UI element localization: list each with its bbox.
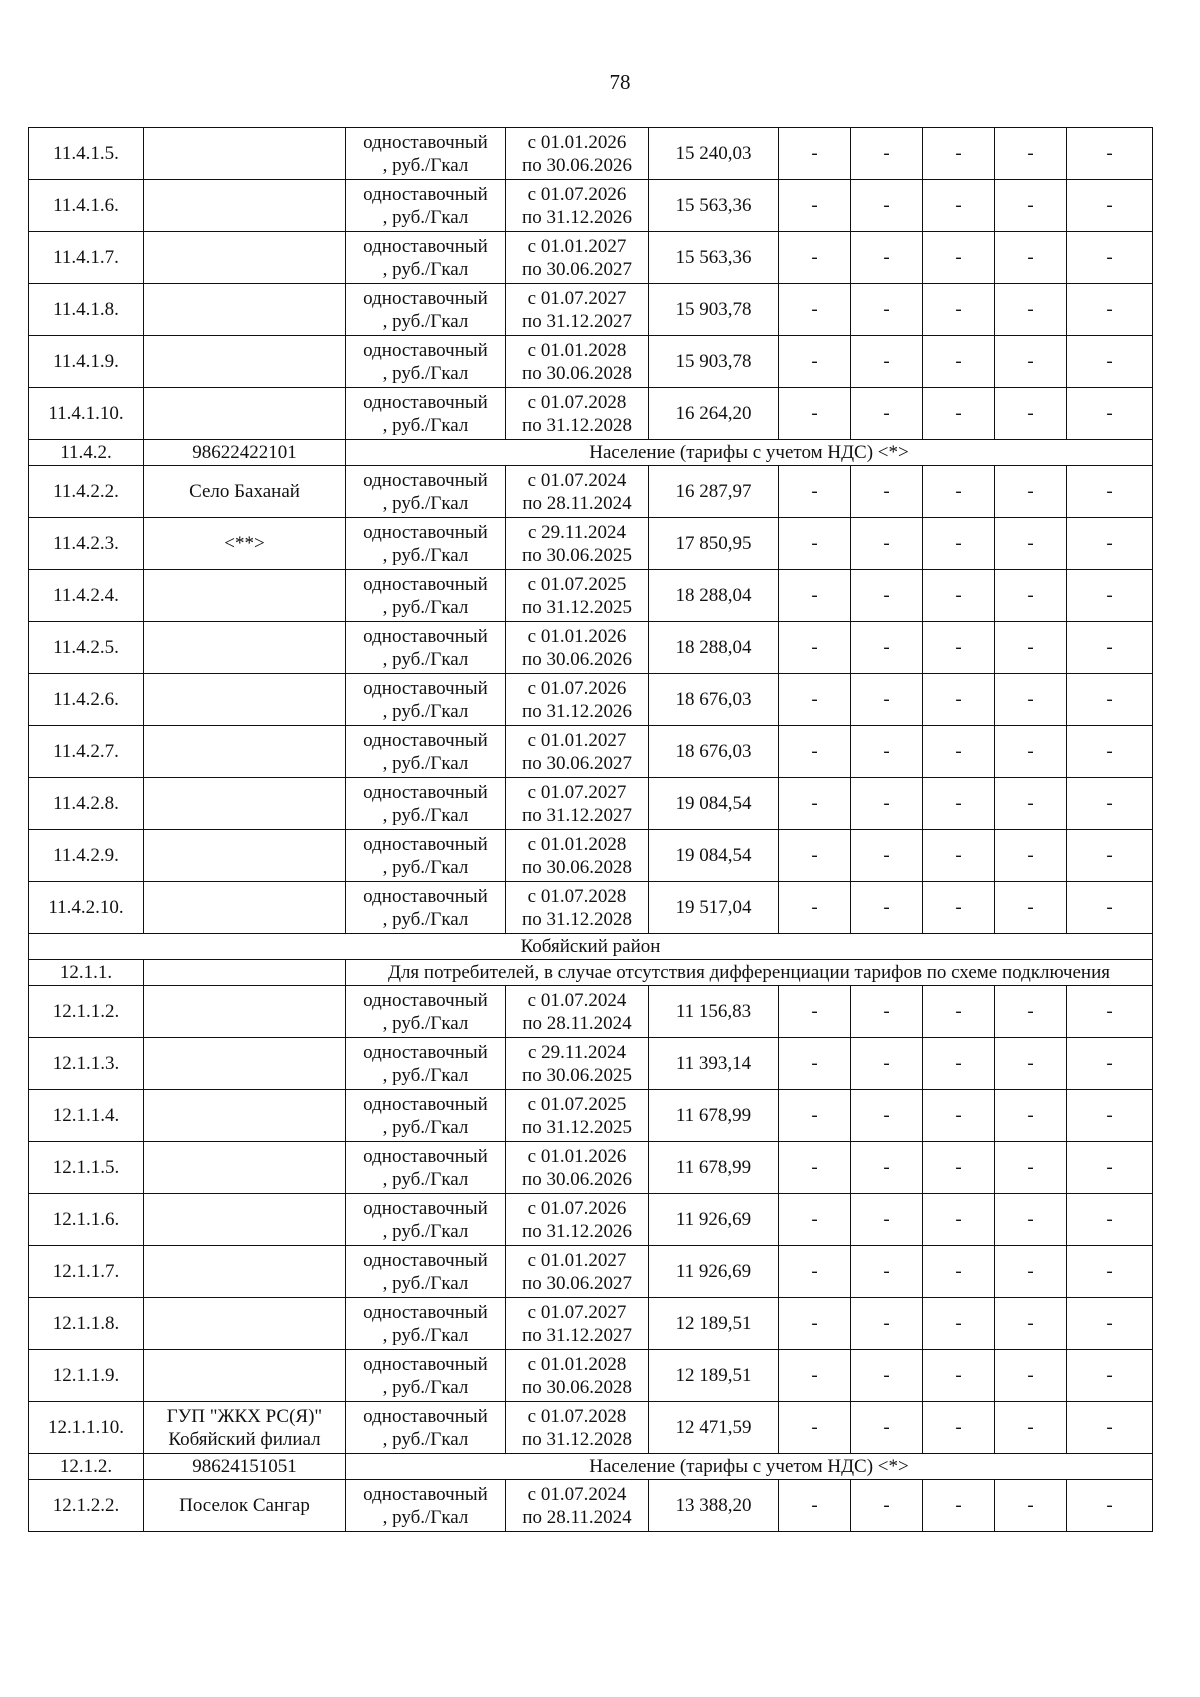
row-number: 11.4.2.2. [29,466,144,518]
empty-value-3: - [923,726,995,778]
empty-value-4: - [995,1194,1067,1246]
group-row [29,1454,1153,1480]
empty-value-5: - [1067,1350,1153,1402]
empty-value-1: - [779,284,851,336]
empty-value-3: - [923,622,995,674]
empty-value-3: - [923,1142,995,1194]
tariff-period: с 29.11.2024 по 30.06.2025 [506,1038,649,1090]
table-row [29,336,1153,388]
tariff-period: с 01.07.2027 по 31.12.2027 [506,778,649,830]
tariff-period: с 01.07.2024 по 28.11.2024 [506,466,649,518]
empty-value-4: - [995,1038,1067,1090]
empty-value-1: - [779,1298,851,1350]
empty-value-5: - [1067,1298,1153,1350]
empty-value-3: - [923,1480,995,1532]
empty-value-2: - [851,1480,923,1532]
empty-value-4: - [995,1142,1067,1194]
tariff-value: 15 240,03 [649,128,779,180]
empty-value-4: - [995,1090,1067,1142]
tariff-type: одноставочный , руб./Гкал [346,726,506,778]
table-row [29,726,1153,778]
empty-value-5: - [1067,1402,1153,1454]
row-number: 11.4.2.8. [29,778,144,830]
empty-value-3: - [923,128,995,180]
org-cell [144,986,346,1038]
org-cell [144,1038,346,1090]
tariff-period: с 01.01.2027 по 30.06.2027 [506,1246,649,1298]
tariff-type: одноставочный , руб./Гкал [346,518,506,570]
row-number: 12.1.1.5. [29,1142,144,1194]
tariff-period: с 01.01.2028 по 30.06.2028 [506,336,649,388]
row-number: 11.4.2.4. [29,570,144,622]
empty-value-2: - [851,284,923,336]
org-cell [144,1298,346,1350]
tariff-table [28,127,1153,1532]
tariff-value: 12 471,59 [649,1402,779,1454]
org-cell [144,726,346,778]
empty-value-3: - [923,674,995,726]
section-row [29,934,1153,960]
empty-value-3: - [923,570,995,622]
empty-value-1: - [779,336,851,388]
table-row [29,830,1153,882]
tariff-value: 19 084,54 [649,830,779,882]
empty-value-2: - [851,726,923,778]
tariff-period: с 01.01.2026 по 30.06.2026 [506,128,649,180]
row-number: 12.1.2.2. [29,1480,144,1532]
row-number: 12.1.1.8. [29,1298,144,1350]
row-number: 12.1.1.2. [29,986,144,1038]
empty-value-4: - [995,986,1067,1038]
empty-value-2: - [851,830,923,882]
empty-value-1: - [779,622,851,674]
empty-value-5: - [1067,466,1153,518]
empty-value-3: - [923,778,995,830]
row-number: 11.4.1.10. [29,388,144,440]
tariff-value: 11 678,99 [649,1142,779,1194]
table-row [29,284,1153,336]
tariff-value: 17 850,95 [649,518,779,570]
empty-value-2: - [851,466,923,518]
tariff-type: одноставочный , руб./Гкал [346,1038,506,1090]
tariff-value: 16 287,97 [649,466,779,518]
row-number: 11.4.1.5. [29,128,144,180]
table-row [29,1480,1153,1532]
empty-value-2: - [851,1142,923,1194]
org-cell [144,284,346,336]
tariff-type: одноставочный , руб./Гкал [346,674,506,726]
org-cell: Поселок Сангар [144,1480,346,1532]
empty-value-1: - [779,726,851,778]
empty-value-1: - [779,1090,851,1142]
org-cell [144,882,346,934]
empty-value-2: - [851,778,923,830]
empty-value-2: - [851,1038,923,1090]
empty-value-1: - [779,518,851,570]
empty-value-3: - [923,1246,995,1298]
table-row [29,1142,1153,1194]
empty-value-5: - [1067,882,1153,934]
row-number: 11.4.1.7. [29,232,144,284]
empty-value-1: - [779,1246,851,1298]
empty-value-5: - [1067,284,1153,336]
tariff-value: 12 189,51 [649,1350,779,1402]
table-row [29,1246,1153,1298]
table-row [29,622,1153,674]
empty-value-5: - [1067,518,1153,570]
tariff-type: одноставочный , руб./Гкал [346,1246,506,1298]
tariff-type: одноставочный , руб./Гкал [346,336,506,388]
empty-value-3: - [923,518,995,570]
tariff-period: с 01.07.2028 по 31.12.2028 [506,1402,649,1454]
org-cell [144,1246,346,1298]
tariff-period: с 01.07.2025 по 31.12.2025 [506,1090,649,1142]
org-cell [144,1090,346,1142]
org-cell [144,128,346,180]
tariff-type: одноставочный , руб./Гкал [346,1142,506,1194]
empty-value-5: - [1067,726,1153,778]
org-cell [144,570,346,622]
row-number: 11.4.2.9. [29,830,144,882]
org-cell [144,232,346,284]
empty-value-4: - [995,570,1067,622]
empty-value-4: - [995,726,1067,778]
empty-value-4: - [995,284,1067,336]
empty-value-1: - [779,986,851,1038]
empty-value-5: - [1067,388,1153,440]
tariff-period: с 29.11.2024 по 30.06.2025 [506,518,649,570]
empty-value-4: - [995,1298,1067,1350]
table-row [29,1038,1153,1090]
tariff-period: с 01.07.2026 по 31.12.2026 [506,674,649,726]
empty-value-2: - [851,674,923,726]
tariff-value: 18 288,04 [649,570,779,622]
tariff-period: с 01.07.2028 по 31.12.2028 [506,882,649,934]
org-cell: Село Баханай [144,466,346,518]
empty-value-1: - [779,570,851,622]
row-number: 12.1.1.4. [29,1090,144,1142]
tariff-period: с 01.01.2026 по 30.06.2026 [506,622,649,674]
empty-value-5: - [1067,1038,1153,1090]
tariff-value: 12 189,51 [649,1298,779,1350]
empty-value-2: - [851,336,923,388]
org-cell: 98622422101 [144,440,346,466]
row-number: 11.4.2.5. [29,622,144,674]
empty-value-2: - [851,1246,923,1298]
tariff-period: с 01.07.2026 по 31.12.2026 [506,1194,649,1246]
tariff-type: одноставочный , руб./Гкал [346,466,506,518]
empty-value-5: - [1067,1090,1153,1142]
org-cell [144,180,346,232]
empty-value-3: - [923,284,995,336]
tariff-type: одноставочный , руб./Гкал [346,232,506,284]
tariff-value: 16 264,20 [649,388,779,440]
empty-value-2: - [851,986,923,1038]
tariff-value: 15 903,78 [649,284,779,336]
empty-value-4: - [995,180,1067,232]
empty-value-5: - [1067,622,1153,674]
row-number: 11.4.2. [29,440,144,466]
empty-value-5: - [1067,1142,1153,1194]
section-title: Кобяйский район [29,934,1153,960]
empty-value-2: - [851,570,923,622]
empty-value-1: - [779,1194,851,1246]
group-row [29,960,1153,986]
empty-value-5: - [1067,128,1153,180]
empty-value-4: - [995,830,1067,882]
empty-value-1: - [779,674,851,726]
tariff-period: с 01.01.2026 по 30.06.2026 [506,1142,649,1194]
row-number: 11.4.2.7. [29,726,144,778]
tariff-type: одноставочный , руб./Гкал [346,778,506,830]
empty-value-1: - [779,830,851,882]
tariff-type: одноставочный , руб./Гкал [346,830,506,882]
tariff-period: с 01.07.2025 по 31.12.2025 [506,570,649,622]
empty-value-2: - [851,232,923,284]
row-number: 12.1.1.9. [29,1350,144,1402]
empty-value-1: - [779,1142,851,1194]
tariff-value: 19 517,04 [649,882,779,934]
tariff-type: одноставочный , руб./Гкал [346,284,506,336]
row-number: 11.4.2.3. [29,518,144,570]
tariff-type: одноставочный , руб./Гкал [346,1350,506,1402]
row-number: 12.1.1. [29,960,144,986]
empty-value-5: - [1067,674,1153,726]
empty-value-4: - [995,1350,1067,1402]
empty-value-3: - [923,830,995,882]
page-number: 78 [609,70,631,94]
empty-value-3: - [923,882,995,934]
row-number: 12.1.1.6. [29,1194,144,1246]
empty-value-2: - [851,1194,923,1246]
table-row [29,1298,1153,1350]
tariff-period: с 01.01.2027 по 30.06.2027 [506,232,649,284]
org-cell [144,1142,346,1194]
group-title: Для потребителей, в случае отсутствия дифференциации тарифов по схеме подключения [346,960,1153,986]
empty-value-4: - [995,128,1067,180]
tariff-period: с 01.07.2024 по 28.11.2024 [506,1480,649,1532]
empty-value-5: - [1067,180,1153,232]
empty-value-1: - [779,882,851,934]
table-row [29,882,1153,934]
empty-value-1: - [779,180,851,232]
empty-value-3: - [923,1038,995,1090]
tariff-period: с 01.01.2028 по 30.06.2028 [506,830,649,882]
empty-value-1: - [779,1350,851,1402]
empty-value-1: - [779,778,851,830]
org-cell: ГУП "ЖКХ РС(Я)" Кобяйский филиал [144,1402,346,1454]
table-row [29,128,1153,180]
empty-value-4: - [995,1480,1067,1532]
tariff-value: 11 926,69 [649,1194,779,1246]
empty-value-3: - [923,986,995,1038]
tariff-period: с 01.07.2027 по 31.12.2027 [506,1298,649,1350]
row-number: 11.4.1.9. [29,336,144,388]
empty-value-5: - [1067,570,1153,622]
empty-value-3: - [923,232,995,284]
empty-value-4: - [995,882,1067,934]
org-cell [144,674,346,726]
empty-value-1: - [779,1480,851,1532]
tariff-value: 11 678,99 [649,1090,779,1142]
row-number: 12.1.2. [29,1454,144,1480]
tariff-type: одноставочный , руб./Гкал [346,1480,506,1532]
empty-value-3: - [923,1402,995,1454]
table-row [29,1194,1153,1246]
tariff-type: одноставочный , руб./Гкал [346,1402,506,1454]
empty-value-2: - [851,518,923,570]
row-number: 11.4.2.6. [29,674,144,726]
org-cell [144,336,346,388]
tariff-value: 18 288,04 [649,622,779,674]
row-number: 12.1.1.3. [29,1038,144,1090]
org-cell [144,1194,346,1246]
org-cell: <**> [144,518,346,570]
table-row [29,778,1153,830]
empty-value-4: - [995,232,1067,284]
row-number: 11.4.2.10. [29,882,144,934]
empty-value-5: - [1067,830,1153,882]
tariff-period: с 01.07.2028 по 31.12.2028 [506,388,649,440]
empty-value-2: - [851,1350,923,1402]
tariff-type: одноставочный , руб./Гкал [346,128,506,180]
empty-value-3: - [923,1298,995,1350]
group-title: Население (тарифы с учетом НДС) <*> [346,440,1153,466]
table-row [29,232,1153,284]
empty-value-4: - [995,518,1067,570]
org-cell [144,960,346,986]
group-title: Население (тарифы с учетом НДС) <*> [346,1454,1153,1480]
org-cell [144,622,346,674]
empty-value-4: - [995,336,1067,388]
tariff-value: 18 676,03 [649,674,779,726]
tariff-period: с 01.01.2028 по 30.06.2028 [506,1350,649,1402]
tariff-type: одноставочный , руб./Гкал [346,1298,506,1350]
empty-value-2: - [851,388,923,440]
org-cell: 98624151051 [144,1454,346,1480]
empty-value-2: - [851,180,923,232]
empty-value-1: - [779,388,851,440]
tariff-type: одноставочный , руб./Гкал [346,622,506,674]
tariff-type: одноставочный , руб./Гкал [346,1194,506,1246]
row-number: 11.4.1.8. [29,284,144,336]
org-cell [144,778,346,830]
empty-value-3: - [923,1090,995,1142]
empty-value-5: - [1067,1194,1153,1246]
empty-value-5: - [1067,986,1153,1038]
empty-value-4: - [995,622,1067,674]
tariff-value: 11 156,83 [649,986,779,1038]
group-row [29,440,1153,466]
tariff-type: одноставочный , руб./Гкал [346,180,506,232]
tariff-value: 15 903,78 [649,336,779,388]
tariff-period: с 01.07.2027 по 31.12.2027 [506,284,649,336]
empty-value-4: - [995,674,1067,726]
org-cell [144,1350,346,1402]
empty-value-2: - [851,622,923,674]
table-row [29,1350,1153,1402]
empty-value-5: - [1067,1246,1153,1298]
table-row [29,674,1153,726]
tariff-type: одноставочный , руб./Гкал [346,882,506,934]
tariff-table-body [29,128,1153,1532]
empty-value-1: - [779,1038,851,1090]
table-row [29,1402,1153,1454]
empty-value-5: - [1067,336,1153,388]
empty-value-3: - [923,180,995,232]
table-row [29,180,1153,232]
empty-value-3: - [923,1350,995,1402]
empty-value-2: - [851,1090,923,1142]
empty-value-1: - [779,232,851,284]
empty-value-3: - [923,1194,995,1246]
tariff-value: 11 926,69 [649,1246,779,1298]
empty-value-2: - [851,128,923,180]
row-number: 11.4.1.6. [29,180,144,232]
empty-value-3: - [923,466,995,518]
empty-value-1: - [779,466,851,518]
tariff-value: 15 563,36 [649,180,779,232]
tariff-type: одноставочный , руб./Гкал [346,1090,506,1142]
empty-value-1: - [779,1402,851,1454]
empty-value-3: - [923,336,995,388]
empty-value-4: - [995,1402,1067,1454]
tariff-value: 15 563,36 [649,232,779,284]
table-row [29,466,1153,518]
empty-value-4: - [995,388,1067,440]
table-row [29,518,1153,570]
empty-value-4: - [995,1246,1067,1298]
tariff-value: 18 676,03 [649,726,779,778]
tariff-value: 13 388,20 [649,1480,779,1532]
org-cell [144,830,346,882]
row-number: 12.1.1.7. [29,1246,144,1298]
tariff-type: одноставочный , руб./Гкал [346,986,506,1038]
empty-value-4: - [995,466,1067,518]
empty-value-5: - [1067,1480,1153,1532]
org-cell [144,388,346,440]
tariff-type: одноставочный , руб./Гкал [346,388,506,440]
table-row [29,986,1153,1038]
tariff-period: с 01.07.2024 по 28.11.2024 [506,986,649,1038]
empty-value-2: - [851,1298,923,1350]
table-row [29,1090,1153,1142]
empty-value-5: - [1067,232,1153,284]
tariff-type: одноставочный , руб./Гкал [346,570,506,622]
tariff-value: 19 084,54 [649,778,779,830]
row-number: 12.1.1.10. [29,1402,144,1454]
tariff-period: с 01.07.2026 по 31.12.2026 [506,180,649,232]
empty-value-2: - [851,1402,923,1454]
empty-value-1: - [779,128,851,180]
empty-value-4: - [995,778,1067,830]
empty-value-5: - [1067,778,1153,830]
tariff-value: 11 393,14 [649,1038,779,1090]
empty-value-2: - [851,882,923,934]
empty-value-3: - [923,388,995,440]
table-row [29,570,1153,622]
table-row [29,388,1153,440]
tariff-period: с 01.01.2027 по 30.06.2027 [506,726,649,778]
